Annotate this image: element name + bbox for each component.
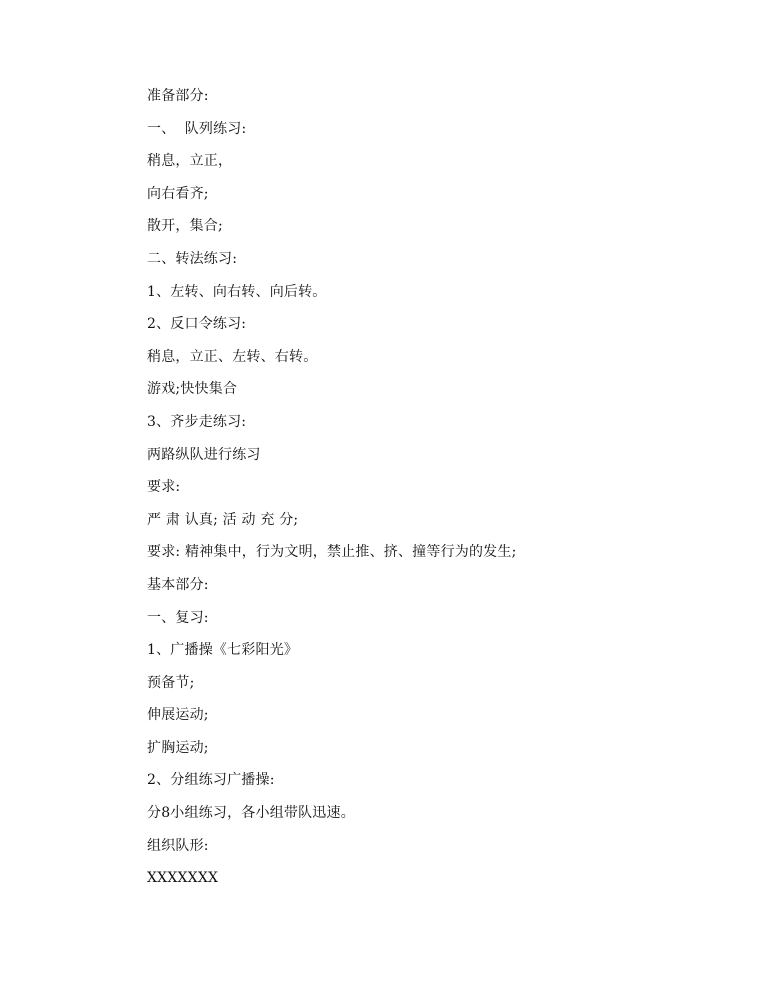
text-line: 要求: 精神集中，行为文明，禁止推、挤、撞等行为的发生;: [147, 544, 517, 561]
text-line: 1、广播操《七彩阳光》: [147, 642, 299, 659]
text-line: 1、左转、向右转、向后转。: [147, 283, 327, 300]
item-formation-drill: 一、 队列练习:: [147, 120, 247, 137]
text-line: 要求:: [147, 479, 181, 496]
item-turning-drill: 二、转法练习:: [147, 250, 238, 267]
text-line: 扩胸运动;: [147, 739, 209, 756]
section-heading-basic: 基本部分:: [147, 576, 209, 593]
document-body: [147, 86, 727, 901]
text-line: 预备节;: [147, 674, 195, 691]
text-line: 2、反口令练习:: [147, 316, 247, 333]
section-heading-preparation: 准备部分:: [147, 88, 209, 104]
text-line: 游戏;快快集合: [147, 381, 238, 398]
text-line: 散开，集合;: [147, 218, 223, 235]
text-line: 2、分组练习广播操:: [147, 772, 275, 789]
text-line: 两路纵队进行练习: [147, 446, 261, 463]
formation-diagram-row: XXXXXXX: [147, 870, 219, 887]
text-line: 组织队形:: [147, 837, 209, 854]
item-review: 一、复习:: [147, 609, 209, 626]
text-line: 3、齐步走练习:: [147, 413, 247, 430]
text-line: 分8小组练习，各小组带队迅速。: [147, 805, 355, 822]
text-line: 向右看齐;: [147, 185, 209, 202]
text-line: 稍息，立正、左转、右转。: [147, 348, 318, 365]
text-line: 稍息，立正，: [147, 153, 233, 170]
text-line: 严 肃 认真; 活 动 充 分;: [147, 511, 299, 528]
text-line: 伸展运动;: [147, 707, 209, 724]
